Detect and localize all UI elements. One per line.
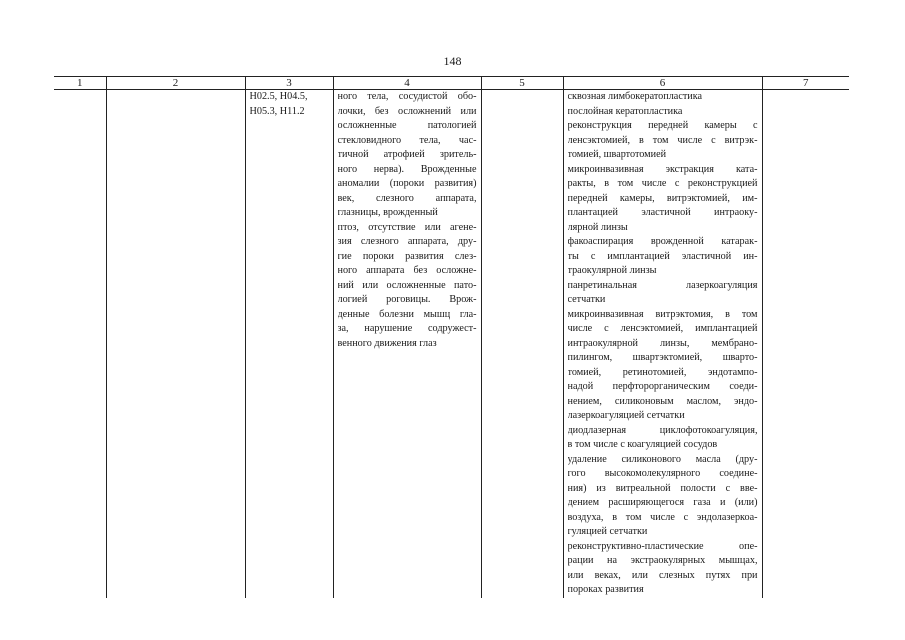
text-line: за, нарушение содружест- — [337, 323, 477, 334]
text-line: томией, швартотомией — [567, 149, 667, 160]
text-line: или веках, или слезных путях при — [567, 569, 758, 581]
cell-diagnosis — [333, 90, 481, 598]
text-line: надой перфторорганическим соеди- — [567, 381, 758, 392]
text-line: ты с имплантацией эластичной ин- — [567, 250, 758, 262]
text-line: гие пороки развития слез- — [337, 250, 477, 262]
text-line: зия слезного аппарата, дру- — [337, 236, 477, 247]
table-header-row — [54, 77, 849, 90]
text-line: ного нерва). Врожденные — [337, 163, 477, 175]
text-line: лазеркоагуляцией сетчатки — [567, 410, 685, 421]
text-line: воздуха, в том числе с эндолазеркоа- — [567, 511, 758, 523]
procedures-table — [54, 76, 849, 598]
text-line: панретинальная лазеркоагуляция — [567, 279, 758, 291]
text-line: микроинвазивная экстракция ката- — [567, 163, 758, 175]
text-line: траокулярной линзы — [567, 265, 657, 276]
text-line: диодлазерная циклофотокоагуляция, — [567, 424, 758, 436]
text-line: числе с ленсэктомией, имплантацией — [567, 323, 758, 334]
text-line: дением расширяющегося газа и (или) — [567, 497, 758, 508]
text-line: ного тела, сосудистой обо- — [337, 91, 477, 102]
text-line: пороках развития — [567, 584, 644, 595]
column-header-7: 7 — [762, 77, 849, 90]
column-header-1: 1 — [54, 77, 106, 90]
text-line: стекловидного тела, час- — [337, 134, 477, 146]
cell-col2 — [106, 90, 245, 598]
text-line: тичной атрофией зритель- — [337, 149, 477, 160]
cell-icd-codes — [245, 90, 333, 598]
text-line: микроинвазивная витрэктомия, в том — [567, 308, 758, 320]
page-number: 148 — [443, 54, 462, 68]
text-line: интраокулярной линзы, мембрано- — [567, 337, 758, 349]
text-line: осложненные патологией — [337, 120, 477, 131]
text-line: ния) из витреальной полости с вве- — [567, 482, 758, 494]
table-row — [54, 90, 849, 598]
text-line: логией роговицы. Врож- — [337, 294, 477, 305]
cell-treatment-methods — [563, 90, 762, 598]
text-line: в том числе с коагуляцией сосудов — [567, 439, 718, 450]
column-header-3: 3 — [245, 77, 333, 90]
text-line: венного движения глаз — [337, 337, 437, 349]
cell-col1 — [54, 90, 106, 598]
text-line: денные болезни мышц гла- — [337, 308, 477, 320]
text-line: гого высокомолекулярного соедине- — [567, 468, 758, 479]
text-line: H05.3, H11.2 — [249, 105, 305, 117]
column-header-6: 6 — [563, 77, 762, 90]
text-line: послойная кератопластика — [567, 105, 683, 117]
cell-col5 — [481, 90, 563, 598]
text-line: глазницы, врожденный — [337, 207, 438, 218]
text-line: аномалии (пороки развития) — [337, 178, 477, 189]
text-line: ракты, в том числе с реконструкцией — [567, 178, 758, 189]
text-line: реконструктивно-пластические опе- — [567, 540, 758, 552]
text-line: H02.5, H04.5, — [249, 91, 308, 102]
text-line: нением, силиконовым маслом, эндо- — [567, 395, 758, 407]
text-line: птоз, отсутствие или агене- — [337, 221, 477, 233]
text-line: пилингом, швартэктомией, шварто- — [567, 352, 758, 363]
text-line: удаление силиконового масла (дру- — [567, 453, 758, 465]
column-header-4: 4 — [333, 77, 481, 90]
text-line: лярной линзы — [567, 221, 628, 233]
text-line: лочки, без осложнений или — [337, 105, 477, 117]
cell-col7 — [762, 90, 849, 598]
column-header-5: 5 — [481, 77, 563, 90]
text-line: век, слезного аппарата, — [337, 192, 477, 204]
text-line: сквозная лимбокератопластика — [567, 91, 703, 102]
text-line: передней камеры, витрэктомией, им- — [567, 192, 758, 204]
text-line: плантацией эластичной интраоку- — [567, 207, 758, 218]
text-line: реконструкция передней камеры с — [567, 120, 758, 131]
text-line: рации на экстраокулярных мышцах, — [567, 555, 758, 566]
text-line: томией, ретинотомией, эндотампо- — [567, 366, 758, 378]
text-line: ний или осложненные пато- — [337, 279, 477, 291]
text-line: ленсэктомией, в том числе с витрэк- — [567, 134, 758, 146]
text-line: ного аппарата без осложне- — [337, 265, 477, 276]
text-line: сетчатки — [567, 294, 606, 305]
text-line: гуляцией сетчатки — [567, 526, 648, 537]
text-line: факоаспирация врожденной катарак- — [567, 236, 758, 247]
column-header-2: 2 — [106, 77, 245, 90]
